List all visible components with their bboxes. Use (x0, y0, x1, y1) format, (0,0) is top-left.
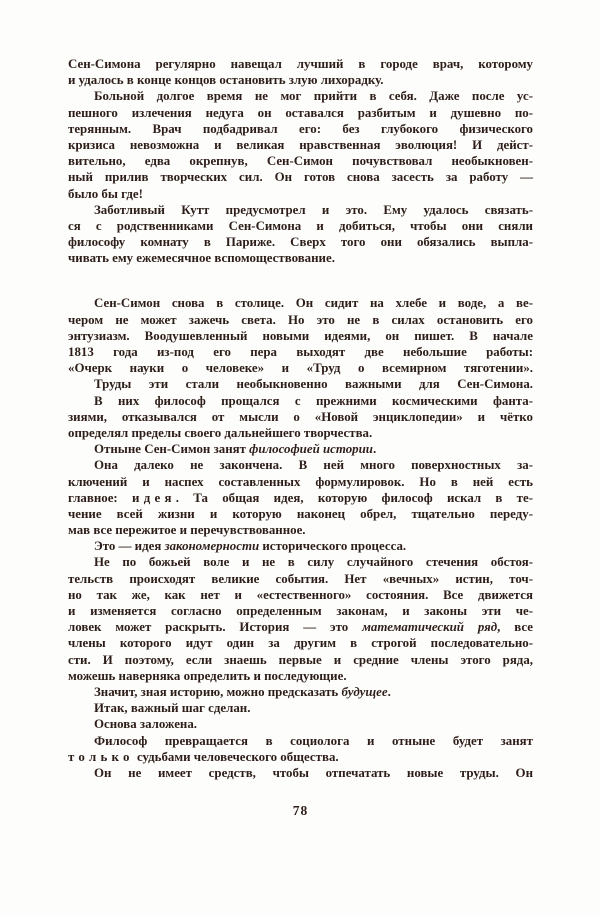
body-text: Сен-Симона регулярно навещал лучший в городе врач, которому (68, 57, 533, 71)
text-line (68, 234, 533, 250)
page-text (68, 56, 533, 781)
body-text: Сен-Симон снова в столице. Он сидит на хлебе и воде, а ве- (94, 296, 533, 311)
page-number: 78 (292, 803, 309, 818)
body-text: тельств происходят великие события. Нет «вечных» истин, точ- (68, 571, 533, 586)
body-text: но так же, как нет и «естественного» состояния. Все движется (68, 587, 533, 602)
paragraph-block (68, 295, 533, 781)
text-line (68, 716, 533, 732)
body-text: чером не может зажечь света. Но это не в силах остановить его (68, 312, 533, 327)
text-line (68, 72, 533, 88)
body-text: Итак, важный шаг сделан. (94, 701, 251, 716)
body-text: энтузиазм. Воодушевленный новыми идеями, он пишет. В начале (68, 328, 533, 343)
text-line (68, 538, 533, 554)
text-line (68, 733, 533, 749)
body-text: , все (497, 620, 533, 635)
body-text: определял пределы своего дальнейшего творчества. (68, 425, 373, 440)
body-text: и изменяется согласно определенным законам, и законы эти че- (68, 604, 533, 618)
letterspaced-text: идея (132, 490, 176, 505)
body-text: Это — идея (94, 539, 165, 554)
text-line (68, 121, 533, 137)
text-line (68, 153, 533, 169)
body-text: ся с родственниками Сен-Симона и добиться, чтобы они сняли (68, 218, 533, 233)
body-text: главное: (68, 490, 133, 505)
text-line (68, 765, 533, 781)
text-line (68, 105, 533, 121)
body-text: . (387, 684, 391, 699)
body-text: терянным. Врач подбадривал его: без глубокого физического (68, 121, 533, 136)
body-text: чивать ему ежемесячное вспомоществование. (68, 251, 335, 266)
text-line (68, 186, 533, 202)
body-text: В них философ прощался с прежними космическими фанта- (94, 393, 533, 408)
text-line (68, 652, 533, 668)
body-text: . (372, 442, 377, 457)
text-line (68, 441, 533, 457)
body-text: кризиса невозможна и великая нравственная эволюция! И дейст- (68, 137, 533, 152)
body-text: пешного излечения недуга он оставался разбитым и душевно по- (68, 105, 533, 120)
text-line (68, 202, 533, 218)
text-line (68, 474, 533, 490)
text-line (68, 668, 533, 684)
body-text: вительно, едва окрепнув, Сен-Симон почувствовал необыкновен- (68, 154, 533, 169)
body-text: сти. И поэтому, если знаешь первые и средние члены этого ряда, (68, 652, 533, 667)
text-line (68, 619, 533, 635)
body-text: ключений и наспех составленных формулировок. Но в ней есть (68, 474, 533, 489)
text-line (68, 684, 533, 700)
body-text: Не по божьей воле и не в силу случайного стечения обстоя- (94, 555, 533, 570)
text-line (68, 425, 533, 441)
body-text: Основа заложена. (94, 717, 198, 732)
italic-text: философией истории (249, 442, 373, 457)
body-text: зиями, отказывался от мысли о «Новой энциклопедии» и чётко (68, 409, 533, 424)
text-line (68, 88, 533, 104)
text-line (68, 344, 533, 360)
body-text: философу комнату в Париже. Сверх того они обязались выпла- (68, 235, 533, 250)
italic-text: математический ряд (362, 620, 498, 635)
text-line (68, 635, 533, 651)
text-line (68, 522, 533, 538)
text-line (68, 137, 533, 153)
body-text: Заботливый Кутт предусмотрел и это. Ему удалось связать- (94, 202, 533, 217)
body-text: судьбами человеческого общества. (133, 749, 339, 764)
italic-text: закономерности (164, 539, 260, 554)
body-text: исторического процесса. (259, 539, 407, 554)
text-line (68, 169, 533, 185)
body-text: Он не имеет средств, чтобы отпечатать новые труды. Он (94, 765, 533, 780)
text-line (68, 360, 533, 376)
body-text: «Очерк науки о человеке» и «Труд о всемирном тяготении». (68, 361, 533, 376)
body-text: Труды эти стали необыкновенно важными для Сен-Симона. (94, 377, 533, 392)
paragraph-block (68, 56, 533, 266)
text-line (68, 554, 533, 570)
text-line (68, 571, 533, 587)
body-text: члены которого идут один за другим в строгой последовательно- (68, 636, 533, 651)
body-text: ловек может раскрыть. История — это (68, 620, 363, 635)
body-text: было бы где! (68, 186, 143, 201)
text-line (68, 56, 533, 72)
body-text: Философ превращается в социолога и отныне будет занят (94, 733, 533, 748)
text-line (68, 295, 533, 311)
body-text: Больной долгое время не мог прийти в себя. Даже после ус- (94, 89, 533, 104)
text-line (68, 700, 533, 716)
body-text: чение всей жизни и которую наконец обрел, тщательно переду- (68, 506, 533, 521)
body-text: и удалось в конце концов остановить злую лихорадку. (68, 73, 384, 88)
text-line (68, 490, 533, 506)
body-text: ный прилив творческих сил. Он готов снова засесть за работу — (68, 170, 533, 185)
text-line (68, 409, 533, 425)
text-line (68, 457, 533, 473)
italic-text: будущее (341, 684, 388, 699)
text-line (68, 312, 533, 328)
body-text: 1813 года из-под его пера выходят две небольшие работы: (68, 345, 533, 359)
text-line (68, 376, 533, 392)
letterspaced-text: только (68, 749, 134, 764)
text-line (68, 749, 533, 765)
text-line (68, 250, 533, 266)
body-text: Она далеко не закончена. В ней много поверхностных за- (94, 458, 533, 473)
text-line (68, 506, 533, 522)
text-line (68, 393, 533, 409)
text-line (68, 603, 533, 619)
body-text: . Та общая идея, которую философ искал в те- (175, 490, 533, 505)
body-text: Отныне Сен-Симон занят (94, 442, 250, 457)
text-line (68, 587, 533, 603)
text-line (68, 328, 533, 344)
text-line (68, 218, 533, 234)
body-text: мав все пережитое и перечувствованное. (68, 523, 306, 538)
body-text: можешь наверняка определить и последующие. (68, 668, 347, 683)
body-text: Значит, зная историю, можно предсказать (94, 684, 342, 699)
